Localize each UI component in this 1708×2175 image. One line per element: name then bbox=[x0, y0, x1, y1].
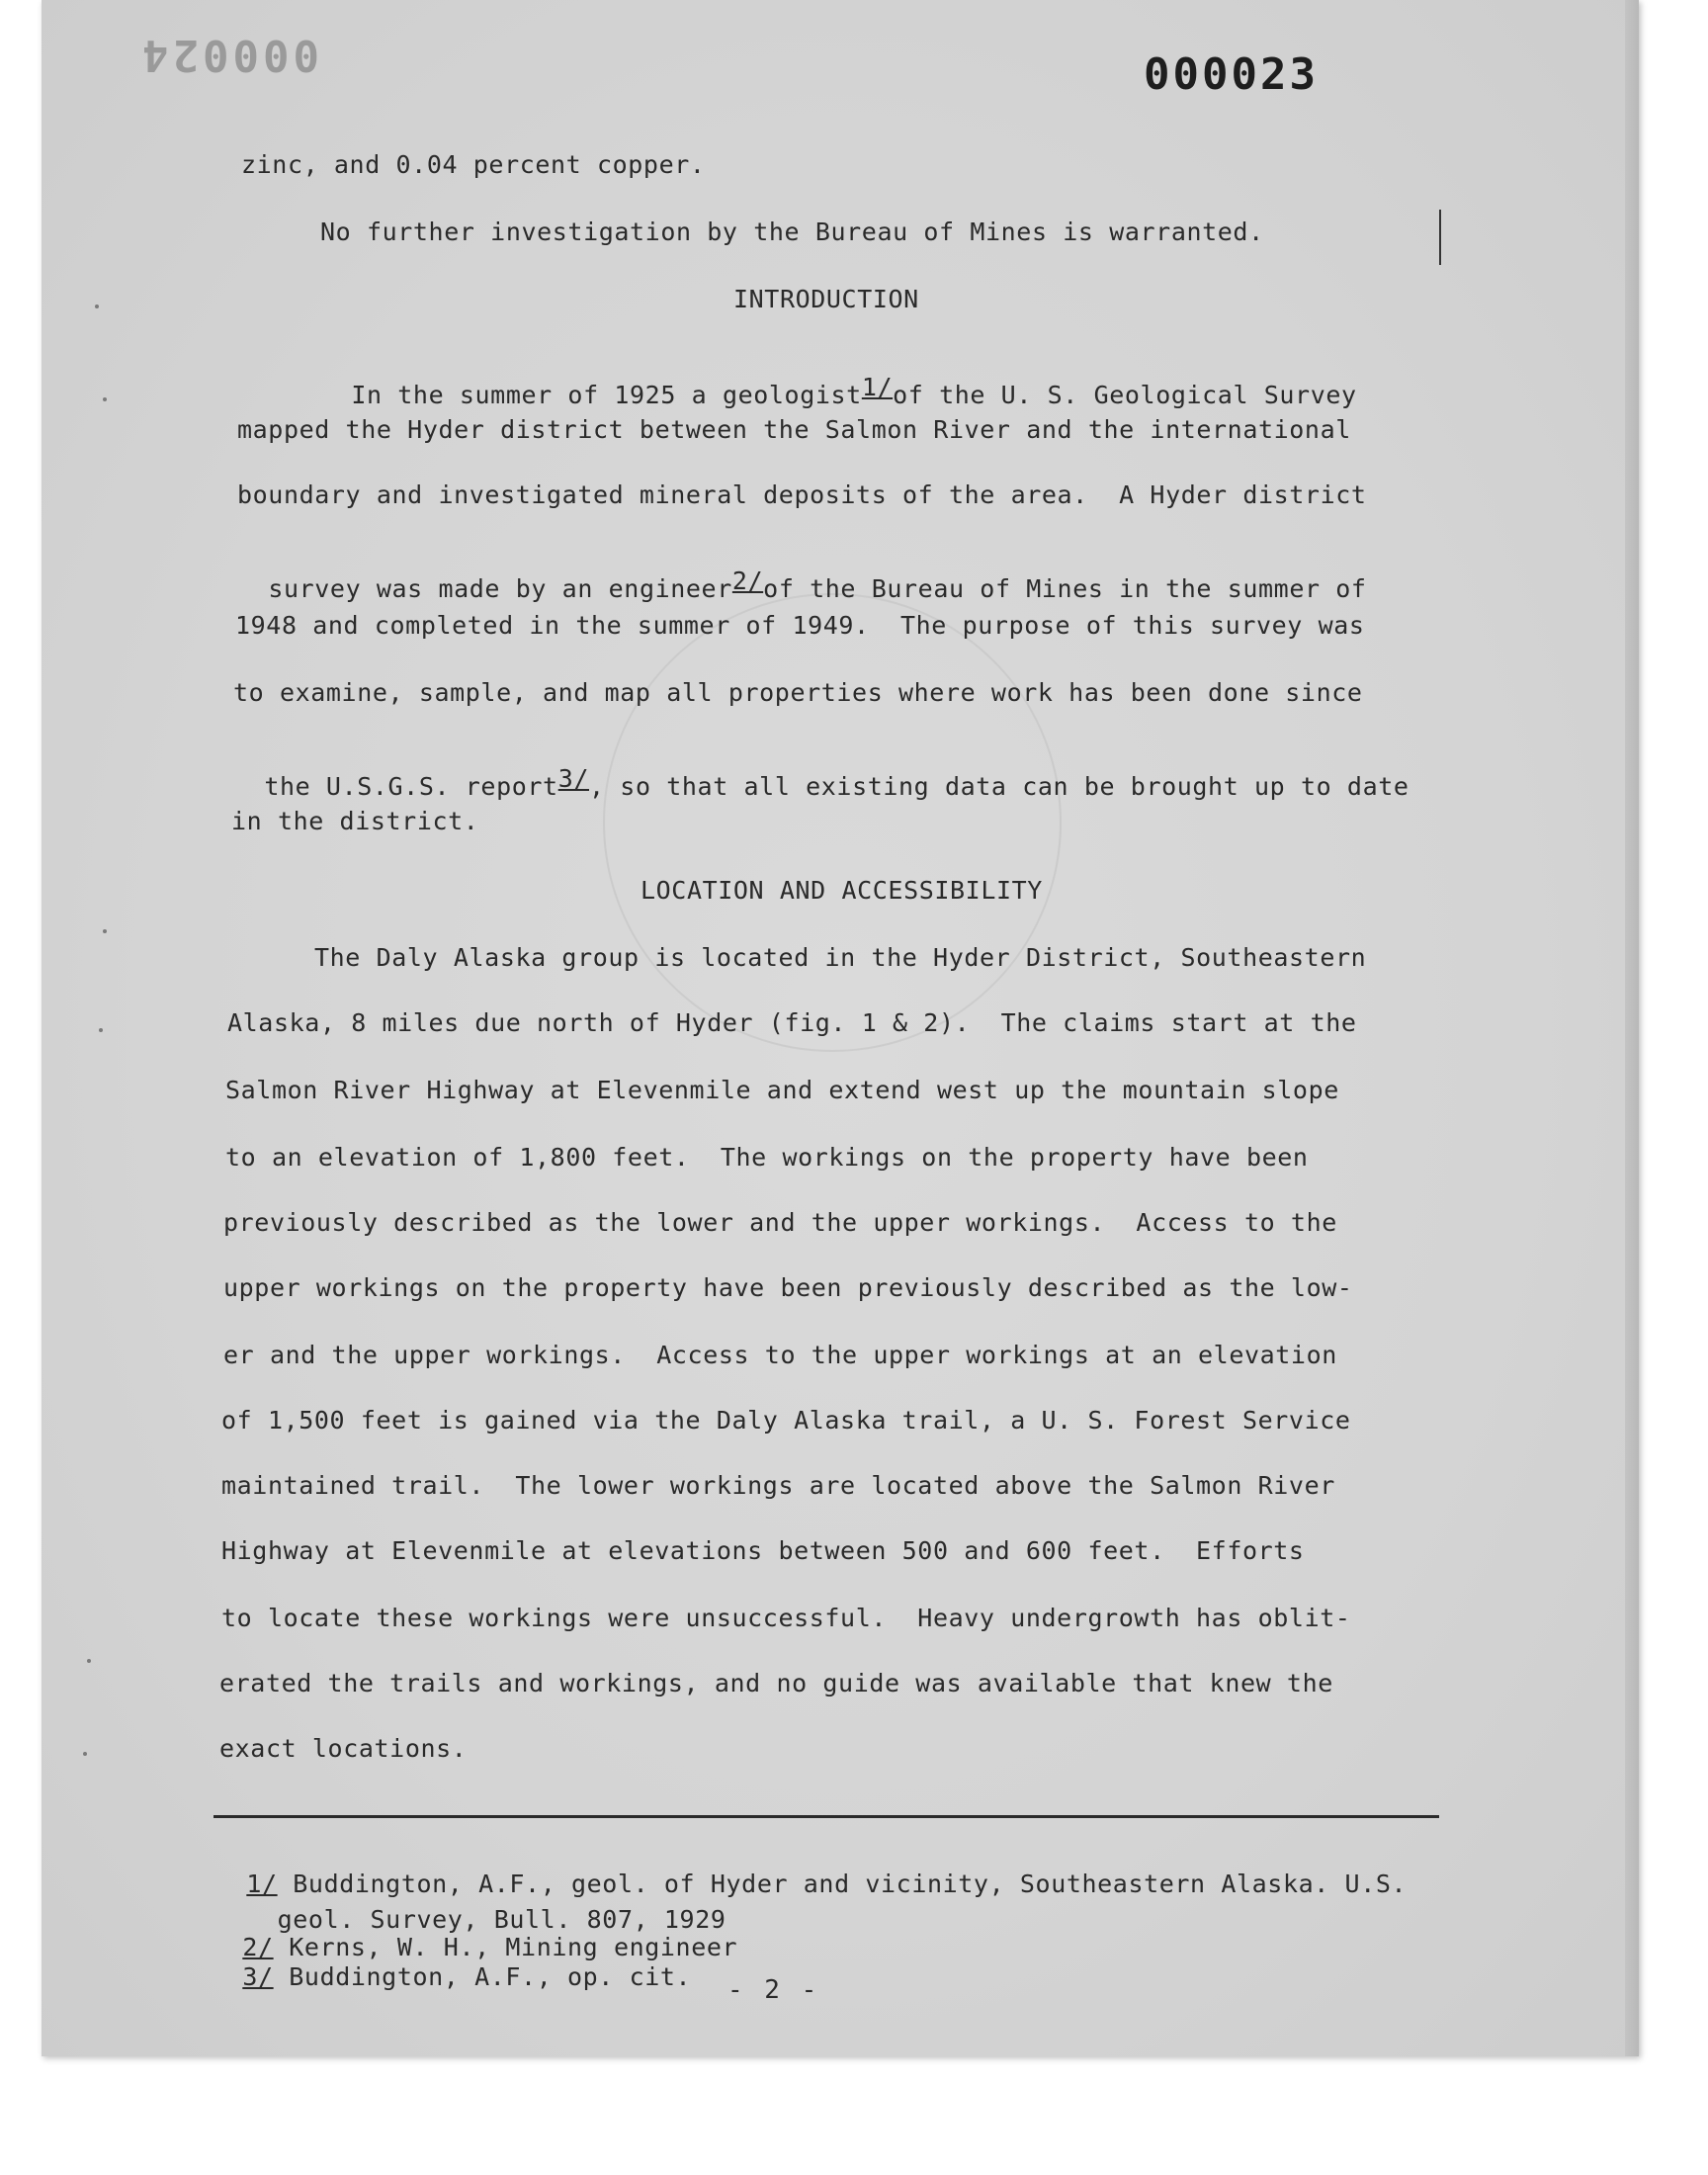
footnote-ref: 1/ bbox=[861, 373, 894, 401]
body-line: erated the trails and workings, and no guide was available that knew the bbox=[219, 1669, 1333, 1697]
margin-mark bbox=[1439, 210, 1441, 265]
body-line: boundary and investigated mineral deposits of the area. A Hyder district bbox=[237, 480, 1367, 509]
page-stamp-number: 000023 bbox=[1144, 49, 1319, 100]
body-line: Alaska, 8 miles due north of Hyder (fig. 1 & 2). The claims start at the bbox=[227, 1008, 1357, 1037]
body-line: No further investigation by the Bureau of Mines is warranted. bbox=[320, 218, 1264, 246]
body-line: maintained trail. The lower workings are located above the Salmon River bbox=[221, 1471, 1335, 1500]
body-line: In the summer of 1925 a geologist1/of the U. S. Geological Survey bbox=[351, 373, 1357, 409]
body-line: to locate these workings were unsuccessful. Heavy undergrowth has oblit- bbox=[221, 1604, 1351, 1632]
scan-speck bbox=[103, 397, 107, 401]
body-line: survey was made by an engineer2/of the Bureau of Mines in the summer of bbox=[268, 566, 1367, 603]
scan-speck bbox=[83, 1752, 87, 1756]
footnote: 2/ Kerns, W. H., Mining engineer bbox=[242, 1933, 738, 1961]
body-line: mapped the Hyder district between the Salmon River and the international bbox=[237, 415, 1351, 444]
body-line: exact locations. bbox=[219, 1734, 468, 1763]
footnote: 1/ Buddington, A.F., geol. of Hyder and vicinity, Southeastern Alaska. U.S. bbox=[246, 1870, 1408, 1898]
section-heading-introduction: INTRODUCTION bbox=[733, 285, 919, 313]
mirrored-stamp-number: 000024 bbox=[138, 30, 319, 80]
body-line: in the district. bbox=[231, 807, 479, 835]
footnote-continuation: geol. Survey, Bull. 807, 1929 bbox=[246, 1905, 726, 1934]
body-line: The Daly Alaska group is located in the Hyder District, Southeastern bbox=[314, 943, 1367, 972]
body-line: 1948 and completed in the summer of 1949. The purpose of this survey was bbox=[235, 611, 1365, 640]
scan-speck bbox=[103, 929, 107, 933]
body-line: to an elevation of 1,800 feet. The workings on the property have been bbox=[225, 1143, 1309, 1172]
scan-speck bbox=[95, 304, 99, 308]
faint-seal-watermark bbox=[603, 593, 1062, 1052]
body-line: previously described as the lower and the upper workings. Access to the bbox=[223, 1208, 1337, 1237]
footnote-ref: 3/ bbox=[557, 764, 589, 793]
footnote-ref: 2/ bbox=[731, 566, 764, 595]
page-edge-shadow bbox=[1625, 0, 1639, 2056]
body-line: Highway at Elevenmile at elevations between 500 and 600 feet. Efforts bbox=[221, 1536, 1305, 1565]
body-line: Salmon River Highway at Elevenmile and extend west up the mountain slope bbox=[225, 1076, 1339, 1104]
body-line: zinc, and 0.04 percent copper. bbox=[241, 150, 706, 179]
body-line: the U.S.G.S. report3/, so that all existing data can be brought up to date bbox=[264, 764, 1409, 801]
footnote-divider bbox=[214, 1815, 1439, 1818]
body-line: to examine, sample, and map all properties where work has been done since bbox=[233, 678, 1363, 707]
body-line: er and the upper workings. Access to the upper workings at an elevation bbox=[223, 1341, 1337, 1369]
scan-speck bbox=[87, 1659, 91, 1663]
body-line: upper workings on the property have been previously described as the low- bbox=[223, 1273, 1353, 1302]
body-line: of 1,500 feet is gained via the Daly Alaska trail, a U. S. Forest Service bbox=[221, 1406, 1351, 1435]
scan-speck bbox=[99, 1028, 103, 1032]
page-number: - 2 - bbox=[727, 1975, 820, 2005]
section-heading-location: LOCATION AND ACCESSIBILITY bbox=[640, 876, 1043, 905]
footnote: 3/ Buddington, A.F., op. cit. bbox=[242, 1962, 692, 1991]
